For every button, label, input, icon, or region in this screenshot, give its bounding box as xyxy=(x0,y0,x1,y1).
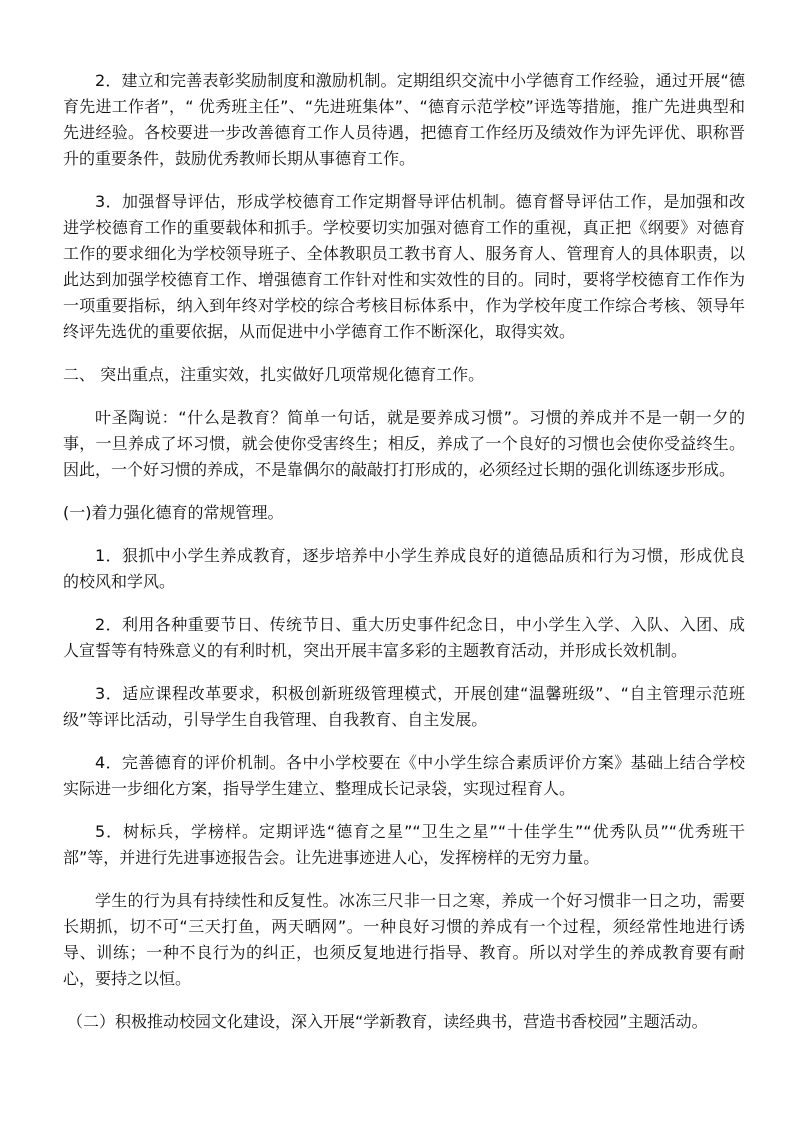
section-heading-two: 二、 突出重点，注重实效，扎实做好几项常规化德育工作。 xyxy=(63,365,485,384)
paragraph-reward-mechanism: 2．建立和完善表彰奖励制度和激励机制。定期组织交流中小学德育工作经验，通过开展“德育先进工作者”，“ 优秀班主任”、“先进班集体”、“德育示范学校”评选等措施，推广先进典型和先进经验。各校要进一步改善德育工作人员待遇，把德育工作经历及绩效作为评先评优、职称晋升的重要条件，鼓励优秀教师长期从事德育工作。 xyxy=(63,71,745,168)
paragraph-habit-formation: 学生的行为具有持续性和反复性。冰冻三尺非一日之寒，养成一个好习惯非一日之功，需要长期抓，切不可“三天打鱼，两天晒网”。一种良好习惯的养成有一个过程，须经常性地进行诱导、训练；一种不良行为的纠正，也须反复地进行指导、教育。所以对学生的养成教育要有耐心，要持之以恒。 xyxy=(63,891,745,988)
document-page xyxy=(63,68,745,1052)
paragraph-supervision-evaluation: 3．加强督导评估，形成学校德育工作定期督导评估机制。德育督导评估工作，是加强和改进学校德育工作的重要载体和抓手。学校要切实加强对德育工作的重视，真正把《纲要》对德育工作的要求细化为学校领导班子、全体教职员工教书育人、服务育人、管理育人的具体职责，以此达到加强学校德育工作、增强德育工作针对性和实效性的目的。同时，要将学校德育工作作为一项重要指标，纳入到年终对学校的综合考核目标体系中，作为学校年度工作综合考核、领导年终评先选优的重要依据，从而促进中小学德育工作不断深化，取得实效。 xyxy=(63,192,745,341)
paragraph-item-3: 3．适应课程改革要求，积极创新班级管理模式，开展创建“温馨班级”、“自主管理示范班级”等评比活动，引导学生自我管理、自我教育、自主发展。 xyxy=(63,684,745,729)
paragraph-ye-shengtao-quote: 叶圣陶说：“什么是教育？简单一句话，就是要养成习惯”。习惯的养成并不是一朝一夕的事，一旦养成了坏习惯，就会使你受害终生；相反，养成了一个良好的习惯也会使你受益终生。因此，一个好习惯的养成，不是靠偶尔的敲敲打打形成的，必须经过长期的强化训练逐步形成。 xyxy=(63,408,745,479)
paragraph-item-2: 2．利用各种重要节日、传统节日、重大历史事件纪念日，中小学生入学、入队、入团、成人宣誓等有特殊意义的有利时机，突出开展丰富多彩的主题教育活动，并形成长效机制。 xyxy=(63,615,745,660)
paragraph-item-5: 5．树标兵，学榜样。定期评选“德育之星”“卫生之星”“十佳学生”“优秀队员”“优秀班干部”等，并进行先进事迹报告会。让先进事迹进人心，发挥榜样的无穷力量。 xyxy=(63,822,745,867)
subsection-heading-two: （二）积极推动校园文化建设，深入开展“学新教育，读经典书，营造书香校园”主题活动。 xyxy=(67,1012,708,1031)
paragraph-item-4: 4．完善德育的评价机制。各中小学校要在《中小学生综合素质评价方案》基础上结合学校实际进一步细化方案，指导学生建立、整理成长记录袋，实现过程育人。 xyxy=(63,753,745,798)
paragraph-item-1: 1．狠抓中小学生养成教育，逐步培养中小学生养成良好的道德品质和行为习惯，形成优良的校风和学风。 xyxy=(63,546,745,591)
subsection-heading-one: (一)着力强化德育的常规管理。 xyxy=(63,503,284,522)
